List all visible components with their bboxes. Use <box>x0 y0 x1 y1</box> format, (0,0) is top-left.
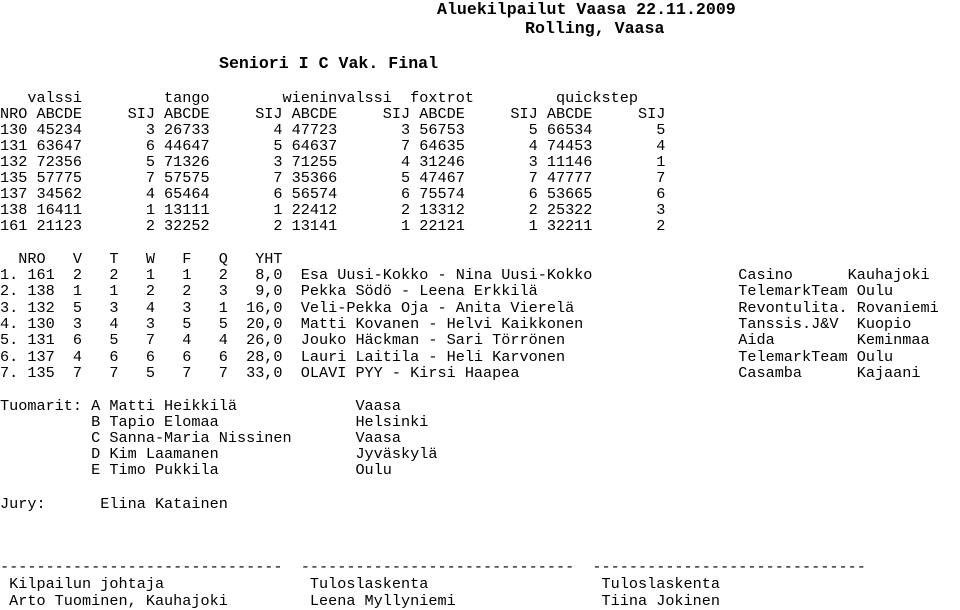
judge-line: C Sanna-Maria Nissinen Vaasa <box>0 429 402 447</box>
result-row: 2. 138 1 1 2 2 3 9,0 Pekka Södö - Leena Erkkilä TelemarkTeam Oulu <box>0 282 894 300</box>
result-row: 4. 130 3 4 3 5 5 20,0 Matti Kovanen - Helvi Kaikkonen Tanssis.J&V Kuopio <box>0 315 912 333</box>
table-row: 132 72356 5 71326 3 71255 4 31246 3 11146 1 <box>0 153 666 171</box>
judge-line: B Tapio Elomaa Helsinki <box>0 413 429 431</box>
result-row: 5. 131 6 5 7 4 4 26,0 Jouko Häckman - Sari Törrönen Aida Keminmaa <box>0 331 930 349</box>
table-row: 137 34562 4 65464 6 56574 6 75574 6 53665 6 <box>0 185 666 203</box>
table-row: 131 63647 6 44647 5 64637 7 64635 4 74453 4 <box>0 137 666 155</box>
venue-title: Rolling, Vaasa <box>525 19 665 38</box>
result-row: 1. 161 2 2 1 1 2 8,0 Esa Uusi-Kokko - Nina Uusi-Kokko Casino Kauhajoki <box>0 266 930 284</box>
table-row: 130 45234 3 26733 4 47723 3 56753 5 66534 5 <box>0 121 666 139</box>
jury-line: Jury: Elina Katainen <box>0 495 228 513</box>
judge-line: Tuomarit: A Matti Heikkilä Vaasa <box>0 397 402 415</box>
event-title: Aluekilpailut Vaasa 22.11.2009 <box>437 0 736 19</box>
result-row: 7. 135 7 7 5 7 7 33,0 OLAVI PYY - Kirsi Haapea Casamba Kajaani <box>0 364 921 382</box>
table-row: 161 21123 2 32252 2 13141 1 22121 1 32211 2 <box>0 217 666 235</box>
table-row: 135 57775 7 57575 7 35366 5 47467 7 47777 7 <box>0 169 666 187</box>
result-row: 6. 137 4 6 6 6 6 28,0 Lauri Laitila - Heli Karvonen TelemarkTeam Oulu <box>0 348 894 366</box>
judge-line: D Kim Laamanen Jyväskylä <box>0 445 438 463</box>
result-row: 3. 132 5 3 4 3 1 16,0 Veli-Pekka Oja - Anita Vierelä Revontulita. Rovaniemi <box>0 299 939 317</box>
judge-line: E Timo Pukkila Oulu <box>0 461 392 479</box>
signature-names: Arto Tuominen, Kauhajoki Leena Myllyniemi Tiina Jokinen <box>0 592 721 610</box>
column-header: NRO ABCDE SIJ ABCDE SIJ ABCDE SIJ ABCDE SIJ ABCDE SIJ <box>0 105 666 123</box>
signature-roles: Kilpailun johtaja Tuloslaskenta Tuloslaskenta <box>0 575 721 593</box>
dance-header: valssi tango wieninvalssi foxtrot quickstep <box>0 89 638 107</box>
results-header: NRO V T W F Q YHT <box>0 250 283 268</box>
signature-lines: ------------------------------- ------------------------------ ------------------------------ <box>0 558 866 576</box>
table-row: 138 16411 1 13111 1 22412 2 13312 2 25322 3 <box>0 201 666 219</box>
class-title: Seniori I C Vak. Final <box>219 54 439 73</box>
